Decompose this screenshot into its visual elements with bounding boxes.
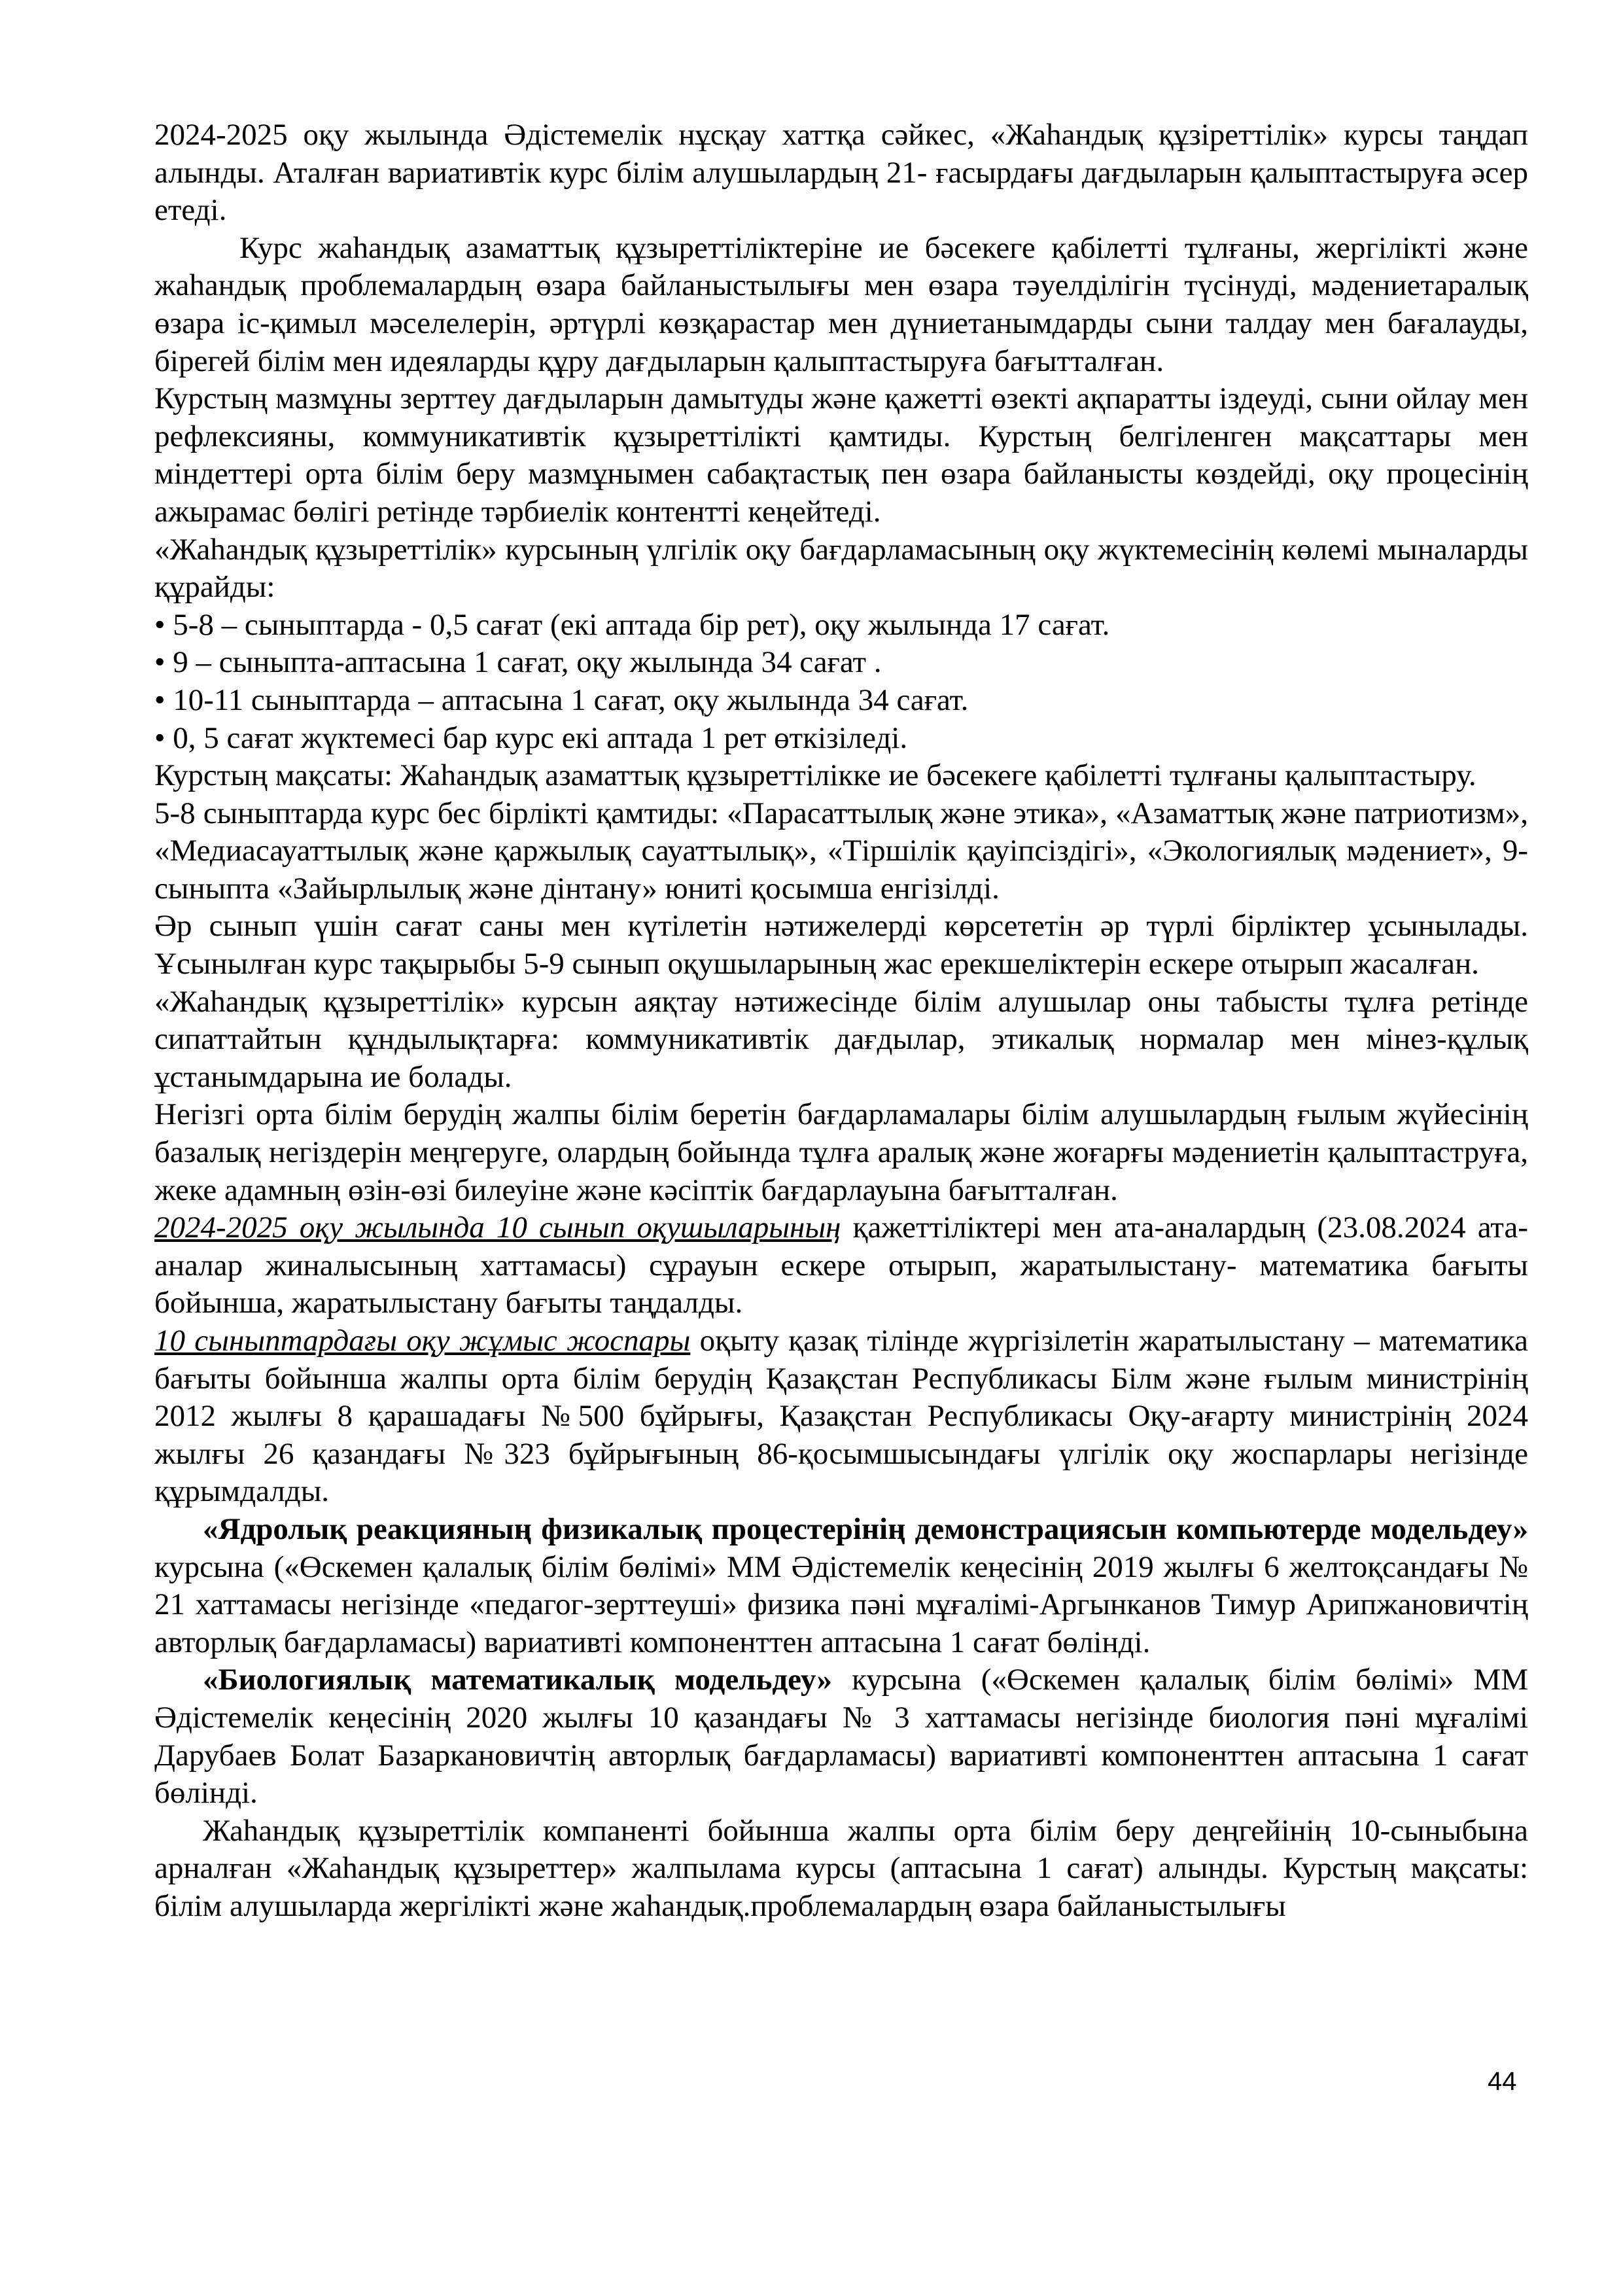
work-plan-text: оқыту қазақ тілінде жүргізілетін жаратылыстану – математика бағыты бойынша жалпы орта білім берудің Қазақстан Республикасы Білм және ғылым министрінің 2012 жылғы 8 қарашадағы №500 бұйрығы, Қазақстан Республикасы Оқу-ағарту министрінің 2024 жылғы 26 қазандағы №323 бұйрығының 86-қосымшысындағы үлгілік оқу жоспарлары негізінде құрымдалды. <box>154 1324 1528 1509</box>
document-body <box>154 116 1528 1926</box>
bold-course-title-nuclear: «Ядролық реакцияның физикалық процестерінің демонстрациясын компьютерде модельдеу» <box>203 1511 1528 1546</box>
paragraph-workload-intro: «Жаһандық құзыреттілік» курсының үлгілік оқу бағдарламасының оқу жүктемесінің көлемі мыналарды құрайды: <box>154 532 1528 605</box>
biology-course-text: курсына («Өскемен қалалық білім бөлімі» ММ Әдістемелік кеңесінің 2020 жылғы 10 қазандағы № 3 хаттамасы негізінде биология пәні мұғалімі Дарубаев Болат Базаркановичтің авторлық бағдарламасы) вариативті компоненттен аптасына 1 сағат бөлінді. <box>154 1663 1528 1810</box>
paragraph-biology-course <box>154 1661 1528 1812</box>
paragraph-course-selection: 2024-2025 оқу жылында Әдістемелік нұсқау хаттқа сәйкес, «Жаһандық құзіреттілік» курсы таңдап алынды. Аталған вариативтік курс білім алушылардың 21- ғасырдағы дағдыларын қалыптастыруға әсер етеді. <box>154 118 1528 228</box>
paragraph-course-outcomes: «Жаһандық құзыреттілік» курсын аяқтау нәтижесінде білім алушылар оны табысты тұлға ретінде сипаттайтын құндылықтарға: коммуникативтік дағдылар, этикалық нормалар мен мінез-құлық ұстанымдарына ие болады. <box>154 984 1528 1094</box>
bullet-grades-10-11: • 10-11 сыныптарда – аптасына 1 сағат, оқу жылында 34 сағат. <box>154 682 969 717</box>
grade-10-direction-text: қажеттіліктері мен ата-аналардың (23.08.2024 ата-аналар жиналысының хаттамасы) сұрауын ескере отырып, жаратылыстану- математика бағыты бойынша, жаратылыстану бағыты таңдалды. <box>154 1210 1528 1320</box>
paragraph-course-aim: Курстың мақсаты: Жаһандық азаматтық құзыреттілікке ие бәсекеге қабілетті тұлғаны қалыптастыру. <box>154 758 1476 793</box>
paragraph-course-goal-description: Курс жаһандық азаматтық құзыреттіліктеріне ие бәсекеге қабілетті тұлғаны, жергілікті және жаһандық проблемалардың өзара байланыстылығы мен өзара тәуелділігін түсінуді, мәдениетаралық өзара іс-қимыл мәселелерін, әртүрлі көзқарастар мен дүниетанымдарды сыни талдау мен бағалауды, бірегей білім мен идеяларды құру дағдыларын қалыптастыруға бағытталған. <box>154 230 1528 378</box>
bold-course-title-biology: «Биологиялық математикалық модельдеу» <box>203 1663 833 1697</box>
underlined-heading-grade-10: 2024-2025 оқу жылында 10 сынып оқушыларының <box>154 1210 841 1245</box>
paragraph-work-plan <box>154 1322 1528 1511</box>
bullet-grade-9: • 9 – сыныпта-аптасына 1 сағат, оқу жылында 34 сағат . <box>154 645 882 680</box>
page-number: 44 <box>1488 2067 1517 2096</box>
nuclear-course-text: курсына («Өскемен қалалық білім бөлімі» ММ Әдістемелік кеңесінің 2019 жылғы 6 желтоқсандағы № 21 хаттамасы негізінде «педагог-зерттеуші» физика пәні мұғалімі-Аргынканов Тимур Арипжановичтің авторлық бағдарламасы) вариативті компоненттен аптасына 1 сағат бөлінді. <box>154 1549 1528 1659</box>
paragraph-basic-education: Негізгі орта білім берудің жалпы білім беретін бағдарламалары білім алушылардың ғылым жүйесінің базалық негіздерін меңгеруге, олардың бойында тұлға аралық және жоғарғы мәдениетін қалыптаструға, жеке адамның өзін-өзі билеуіне және кәсіптік бағдарлауына бағытталған. <box>154 1097 1528 1207</box>
bullet-half-hour-load: • 0, 5 сағат жүктемесі бар курс екі аптада 1 рет өткізіледі. <box>154 720 908 755</box>
paragraph-nuclear-course <box>154 1511 1528 1661</box>
paragraph-grade-10-direction <box>154 1209 1528 1322</box>
bullet-grades-5-8: • 5-8 – сыныптарда - 0,5 сағат (екі аптада бір рет), оқу жылында 17 сағат. <box>154 607 1110 642</box>
paragraph-course-units: 5-8 сыныптарда курс бес бірлікті қамтиды: «Парасаттылық және этика», «Азаматтық және патриотизм», «Медиасауаттылық және қаржылық сауаттылық», «Тіршілік қауіпсіздігі», «Экологиялық мәдениет», 9-сыныпта «Зайырлылық және дінтану» юниті қосымша енгізілді. <box>154 796 1528 906</box>
underlined-heading-work-plan: 10 сыныптардағы оқу жұмыс жоспары <box>154 1324 691 1358</box>
paragraph-units-offered: Әр сынып үшін сағат саны мен күтілетін нәтижелерді көрсететін әр түрлі бірліктер ұсынылады. Ұсынылған курс тақырыбы 5-9 сынып оқушыларының жас ерекшеліктерін ескере отырып жасалған. <box>154 909 1528 981</box>
paragraph-global-competence-grade-10: Жаһандық құзыреттілік компаненті бойынша жалпы орта білім беру деңгейінің 10-сыныбына арналған «Жаһандық құзыреттер» жалпылама курсы (аптасына 1 сағат) алынды. Курстың мақсаты: білім алушыларда жергілікті және жаһандық.проблемалардың өзара байланыстылығы <box>154 1813 1528 1923</box>
paragraph-course-content: Курстың мазмұны зерттеу дағдыларын дамытуды және қажетті өзекті ақпаратты іздеуді, сыни ойлау мен рефлексияны, коммуникативтік құзыреттілікті қамтиды. Курстың белгіленген мақсаттары мен міндеттері орта білім беру мазмұнымен сабақтастық пен өзара байланысты көздейді, оқу процесінің ажырамас бөлігі ретінде тәрбиелік контентті кеңейтеді. <box>154 381 1528 529</box>
